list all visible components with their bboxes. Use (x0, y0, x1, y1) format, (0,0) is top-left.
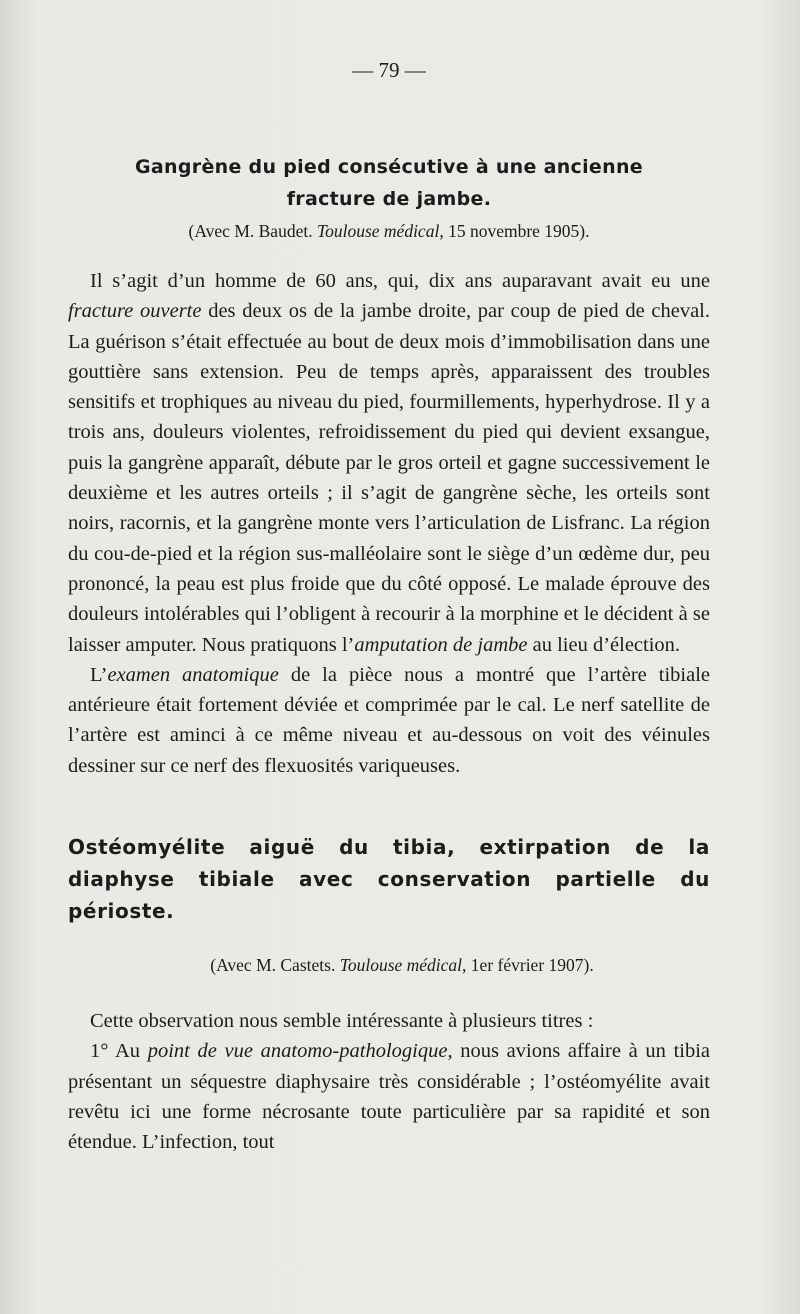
citation-journal: Toulouse médical (339, 955, 463, 976)
paragraph-intro: Cette observation nous semble intéressante à plusieurs titres : (90, 1010, 594, 1033)
section-gap (68, 781, 710, 831)
paragraph-case-description (68, 266, 710, 660)
italic-run: amputation de jambe (354, 633, 528, 656)
text-run: des deux os de la jambe droite, par coup de pied de cheval. La guérison s’était effectuée au bout de deux mois d’immobilisation dans une gouttière sans extension. Peu de temps après, apparaissent des troubles sensitifs et trophiques au niveau du pied, fourmillements, hyperhydrose. Il y a trois ans, douleurs violentes, refroidissement du pied qui devient exsangue, puis la gangrène apparaît, débute par le gros orteil et gagne successivement le deuxième et les autres orteils ; il s’agit de gangrène sèche, les orteils sont noirs, racornis, et la gangrène monte vers l’articulation de Lisfranc. La région du cou-de-pied et la région sus-malléolaire sont le siège d’un œdème dur, peu prononcé, la peau est plus froide que du côté opposé. Le malade éprouve des douleurs intolérables qui l’obligent à recourir à la morphine et le décident à se laisser amputer. Nous pratiquons l’ (68, 300, 710, 656)
text-run: au lieu d’élection. (527, 633, 681, 656)
citation-prefix: (Avec M. Castets. (210, 955, 340, 976)
paragraph-anatomo-pathology (68, 1036, 710, 1157)
citation-suffix: , 1er février 1907). (462, 955, 594, 976)
title-line-1: Gangrène du pied consécutive à une ancienne (135, 156, 643, 178)
paragraph-anatomic-exam (68, 660, 710, 781)
text-run: L’ (90, 663, 108, 686)
text-run: 1° Au (90, 1040, 148, 1063)
italic-run: point de vue anatomo-pathologique (147, 1040, 448, 1063)
section-title-osteomyelitis: Ostéomyélite aiguë du tibia, extirpation de la diaphyse tibiale avec conservation partielle du périoste. (68, 835, 710, 924)
page-number: — 79 — (352, 58, 426, 82)
citation-prefix: (Avec M. Baudet. (188, 221, 317, 241)
italic-run: fracture ouverte (68, 300, 202, 323)
text-run: , nous avions affaire à un tibia présentant un séquestre diaphysaire très considérable ; l’ostéomyélite avait revêtu ici une forme nécrosante toute particulière par sa rapidité et son étendue. L’infection, tout (68, 1040, 711, 1154)
section-title-gangrene (108, 151, 670, 215)
italic-run: examen anatomique (107, 663, 279, 686)
text-run: de la pièce nous a montré que l’artère tibiale antérieure était fortement déviée et comprimée par le cal. Le nerf satellite de l’artère est aminci à ce même niveau et au-dessous on voit des véinules dessiner sur ce nerf des flexuosités variqueuses. (68, 663, 710, 777)
text-run: Il s’agit d’un homme de 60 ans, qui, dix ans auparavant avait eu une (90, 270, 710, 292)
title-line-2: fracture de jambe. (286, 188, 492, 210)
citation-suffix: , 15 novembre 1905). (439, 221, 590, 241)
citation-castets (68, 955, 710, 976)
citation-journal: Toulouse médical (316, 221, 440, 241)
section-gangrene (68, 151, 710, 781)
citation-baudet (68, 221, 710, 242)
section-osteomyelitis (68, 831, 710, 1157)
